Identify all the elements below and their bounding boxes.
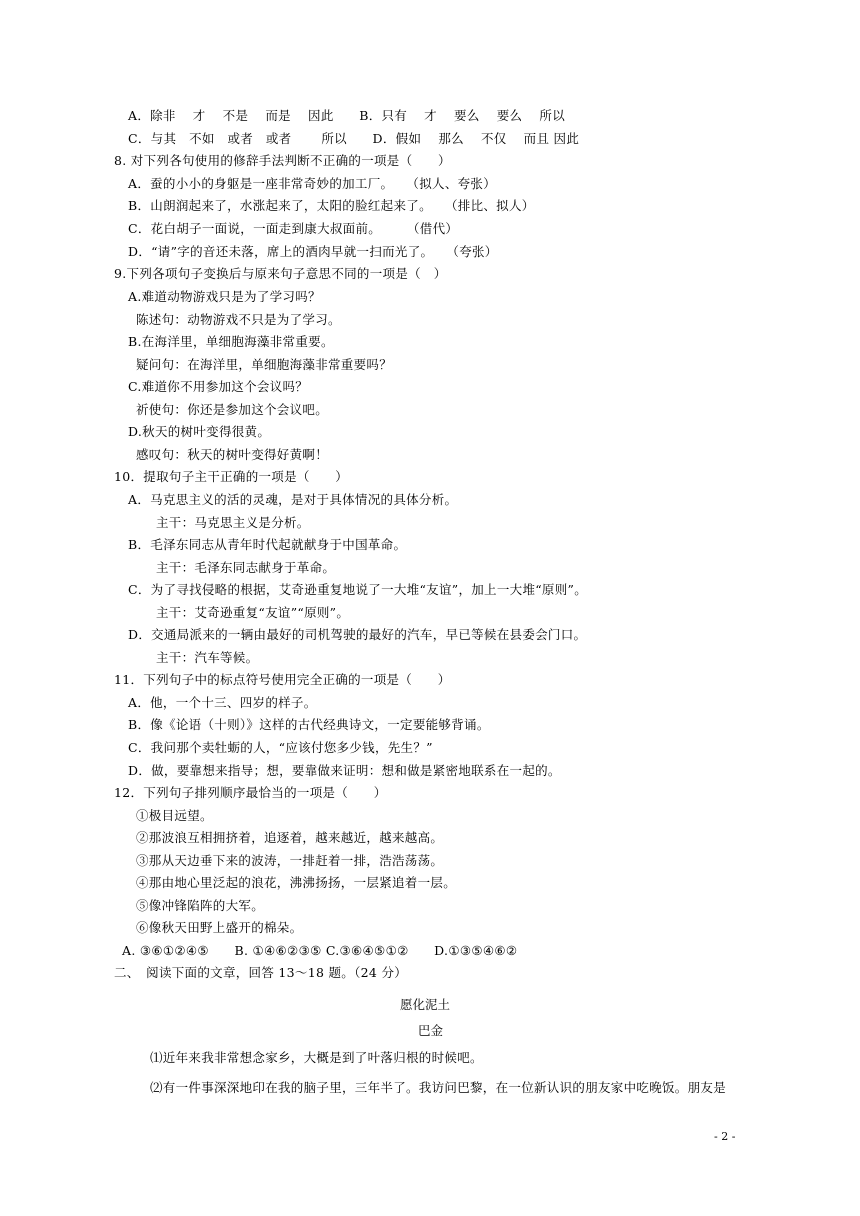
q12-sentence-5: ⑤像冲锋陷阵的大军。 bbox=[136, 898, 265, 913]
article-paragraph-2: ⑵有一件事深深地印在我的脑子里，三年半了。我访问巴黎，在一位新认识的朋友家中吃晚饭。朋友是 bbox=[150, 1080, 727, 1095]
q8-option-d: D．“请”字的音还未落，席上的酒肉早就一扫而光了。 （夸张） bbox=[128, 244, 498, 259]
q9-stem: 9.下列各项句子变换后与原来句子意思不同的一项是（ ） bbox=[114, 266, 447, 281]
q9-option-a-transform: 陈述句：动物游戏不只是为了学习。 bbox=[136, 312, 341, 327]
article-author: 巴金 bbox=[418, 1023, 444, 1038]
q10-option-a: A．马克思主义的活的灵魂，是对于具体情况的具体分析。 bbox=[128, 492, 458, 507]
q8-option-c: C．花白胡子一面说，一面走到康大叔面前。 （借代） bbox=[128, 221, 459, 236]
q9-option-b-transform: 疑问句：在海洋里，单细胞海藻非常重要吗？ bbox=[136, 357, 393, 372]
q12-sentence-2: ②那波浪互相拥挤着，追逐着，越来越近，越来越高。 bbox=[136, 830, 444, 845]
q10-option-d: D．交通局派来的一辆由最好的司机驾驶的最好的汽车，早已等候在县委会门口。 bbox=[128, 627, 587, 642]
q10-option-a-trunk: 主干：马克思主义是分析。 bbox=[156, 515, 310, 530]
q9-option-d: D.秋天的树叶变得很黄。 bbox=[128, 424, 271, 439]
q12-sentence-3: ③那从天边垂下来的波涛，一排赶着一排，浩浩荡荡。 bbox=[136, 853, 444, 868]
q8-option-a: A．蚕的小小的身躯是一座非常奇妙的加工厂。 （拟人、夸张） bbox=[128, 176, 497, 191]
page-number: - 2 - bbox=[714, 1130, 736, 1143]
q7-options-cd: C．与其 不如 或者 或者 所以 D．假如 那么 不仅 而且 因此 bbox=[128, 131, 580, 146]
section-2-heading: 二、 阅读下面的文章，回答 13～18 题。（24 分） bbox=[114, 965, 408, 980]
q12-stem: 12．下列句子排列顺序最恰当的一项是（ ） bbox=[114, 785, 387, 800]
q12-options: A. ③⑥①②④⑤ B. ①④⑥②③⑤ C.③⑥④⑤①② D.①③⑤④⑥② bbox=[122, 943, 518, 958]
q9-option-c-transform: 祈使句：你还是参加这个会议吧。 bbox=[136, 402, 329, 417]
q10-stem: 10．提取句子主干正确的一项是（ ） bbox=[114, 469, 349, 484]
q10-option-c-trunk: 主干：艾奇逊重复“友谊”“原则”。 bbox=[156, 605, 350, 620]
q9-option-b: B.在海洋里，单细胞海藻非常重要。 bbox=[128, 334, 334, 349]
q11-option-d: D．做，要靠想来指导；想，要靠做来证明：想和做是紧密地联系在一起的。 bbox=[128, 763, 561, 778]
q10-option-d-trunk: 主干：汽车等候。 bbox=[156, 650, 259, 665]
q11-stem: 11．下列句子中的标点符号使用完全正确的一项是（ ） bbox=[114, 672, 451, 687]
q12-sentence-1: ①极目远望。 bbox=[136, 808, 213, 823]
article-title: 愿化泥土 bbox=[400, 997, 451, 1012]
q11-option-c: C．我问那个卖牡蛎的人，“应该付您多少钱，先生？” bbox=[128, 740, 433, 755]
q9-option-a: A.难道动物游戏只是为了学习吗？ bbox=[128, 289, 321, 304]
q11-option-a: A．他，一个十三、四岁的样子。 bbox=[128, 695, 317, 710]
article-paragraph-1: ⑴近年来我非常想念家乡，大概是到了叶落归根的时候吧。 bbox=[150, 1050, 483, 1065]
q10-option-c: C．为了寻找侵略的根据，艾奇逊重复地说了一大堆“友谊”，加上一大堆“原则”。 bbox=[128, 582, 588, 597]
q12-sentence-6: ⑥像秋天田野上盛开的棉朵。 bbox=[136, 920, 303, 935]
q8-option-b: B．山朗润起来了，水涨起来了，太阳的脸红起来了。 （排比、拟人） bbox=[128, 198, 535, 213]
q11-option-b: B．像《论语（十则）》这样的古代经典诗文，一定要能够背诵。 bbox=[128, 717, 490, 732]
q10-option-b-trunk: 主干：毛泽东同志献身于革命。 bbox=[156, 560, 336, 575]
q10-option-b: B．毛泽东同志从青年时代起就献身于中国革命。 bbox=[128, 537, 407, 552]
q9-option-d-transform: 感叹句：秋天的树叶变得好黄啊！ bbox=[136, 447, 329, 462]
q12-sentence-4: ④那由地心里泛起的浪花，沸沸扬扬，一层紧追着一层。 bbox=[136, 875, 457, 890]
q7-options-ab: A．除非 才 不是 而是 因此 B．只有 才 要么 要么 所以 bbox=[128, 108, 566, 123]
q8-stem: 8. 对下列各句使用的修辞手法判断不正确的一项是（ ） bbox=[114, 153, 451, 168]
q9-option-c: C.难道你不用参加这个会议吗？ bbox=[128, 379, 309, 394]
